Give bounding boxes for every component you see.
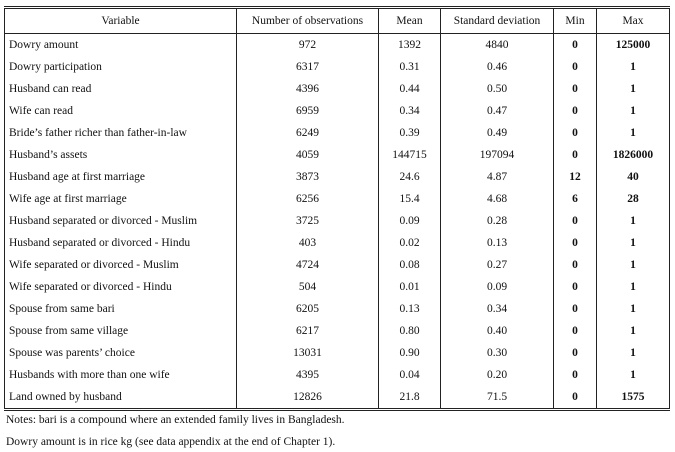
table-row bbox=[5, 298, 670, 320]
cell-min: 0 bbox=[554, 78, 597, 100]
cell-mean: 0.34 bbox=[379, 100, 441, 122]
cell-min: 0 bbox=[554, 210, 597, 232]
cell-variable: Husbands with more than one wife bbox=[5, 364, 237, 386]
cell-standard-deviation: 71.5 bbox=[441, 386, 554, 410]
table-header bbox=[5, 8, 670, 34]
cell-max: 1 bbox=[597, 254, 670, 276]
cell-mean: 0.31 bbox=[379, 56, 441, 78]
table-row bbox=[5, 342, 670, 364]
cell-mean: 0.08 bbox=[379, 254, 441, 276]
cell-observations: 6249 bbox=[237, 122, 379, 144]
cell-observations: 403 bbox=[237, 232, 379, 254]
table-row bbox=[5, 254, 670, 276]
cell-standard-deviation: 0.13 bbox=[441, 232, 554, 254]
header-max: Max bbox=[597, 8, 670, 34]
cell-observations: 4396 bbox=[237, 78, 379, 100]
cell-mean: 0.09 bbox=[379, 210, 441, 232]
cell-observations: 4724 bbox=[237, 254, 379, 276]
cell-mean: 0.39 bbox=[379, 122, 441, 144]
cell-max: 1 bbox=[597, 298, 670, 320]
table-row bbox=[5, 386, 670, 410]
cell-variable: Husband age at first marriage bbox=[5, 166, 237, 188]
table-note-dowry-units: Dowry amount is in rice kg (see data appendix at the end of Chapter 1). bbox=[6, 436, 336, 448]
cell-standard-deviation: 197094 bbox=[441, 144, 554, 166]
cell-min: 0 bbox=[554, 122, 597, 144]
cell-max: 1 bbox=[597, 364, 670, 386]
cell-standard-deviation: 0.20 bbox=[441, 364, 554, 386]
table-row bbox=[5, 144, 670, 166]
cell-mean: 0.02 bbox=[379, 232, 441, 254]
header-variable: Variable bbox=[5, 8, 237, 34]
cell-standard-deviation: 0.09 bbox=[441, 276, 554, 298]
table-note-bari: Notes: bari is a compound where an extended family lives in Bangladesh. bbox=[6, 414, 345, 426]
cell-mean: 0.01 bbox=[379, 276, 441, 298]
cell-max: 1 bbox=[597, 56, 670, 78]
header-mean: Mean bbox=[379, 8, 441, 34]
cell-variable: Dowry amount bbox=[5, 34, 237, 57]
cell-mean: 24.6 bbox=[379, 166, 441, 188]
cell-standard-deviation: 0.34 bbox=[441, 298, 554, 320]
table-row bbox=[5, 320, 670, 342]
cell-observations: 6317 bbox=[237, 56, 379, 78]
table-row bbox=[5, 188, 670, 210]
cell-mean: 21.8 bbox=[379, 386, 441, 410]
cell-standard-deviation: 4840 bbox=[441, 34, 554, 57]
cell-min: 0 bbox=[554, 342, 597, 364]
summary-statistics-table bbox=[4, 6, 670, 411]
cell-observations: 4059 bbox=[237, 144, 379, 166]
table-row bbox=[5, 34, 670, 57]
cell-min: 0 bbox=[554, 232, 597, 254]
cell-variable: Spouse from same village bbox=[5, 320, 237, 342]
header-row bbox=[5, 8, 670, 34]
cell-mean: 1392 bbox=[379, 34, 441, 57]
table-row bbox=[5, 166, 670, 188]
cell-min: 0 bbox=[554, 144, 597, 166]
cell-min: 0 bbox=[554, 100, 597, 122]
cell-observations: 4395 bbox=[237, 364, 379, 386]
cell-mean: 0.04 bbox=[379, 364, 441, 386]
cell-max: 1 bbox=[597, 210, 670, 232]
cell-min: 6 bbox=[554, 188, 597, 210]
cell-variable: Bride’s father richer than father-in-law bbox=[5, 122, 237, 144]
cell-standard-deviation: 0.30 bbox=[441, 342, 554, 364]
cell-variable: Land owned by husband bbox=[5, 386, 237, 410]
cell-standard-deviation: 0.47 bbox=[441, 100, 554, 122]
cell-max: 1 bbox=[597, 232, 670, 254]
cell-standard-deviation: 4.87 bbox=[441, 166, 554, 188]
cell-observations: 504 bbox=[237, 276, 379, 298]
header-min: Min bbox=[554, 8, 597, 34]
cell-variable: Spouse from same bari bbox=[5, 298, 237, 320]
table-body bbox=[5, 34, 670, 410]
cell-mean: 0.44 bbox=[379, 78, 441, 100]
cell-observations: 12826 bbox=[237, 386, 379, 410]
table-row bbox=[5, 364, 670, 386]
cell-max: 1 bbox=[597, 100, 670, 122]
cell-variable: Wife age at first marriage bbox=[5, 188, 237, 210]
cell-observations: 6256 bbox=[237, 188, 379, 210]
cell-observations: 3725 bbox=[237, 210, 379, 232]
cell-variable: Spouse was parents’ choice bbox=[5, 342, 237, 364]
table-row bbox=[5, 56, 670, 78]
cell-observations: 13031 bbox=[237, 342, 379, 364]
cell-observations: 3873 bbox=[237, 166, 379, 188]
cell-variable: Husband’s assets bbox=[5, 144, 237, 166]
cell-variable: Husband can read bbox=[5, 78, 237, 100]
cell-max: 125000 bbox=[597, 34, 670, 57]
cell-standard-deviation: 0.28 bbox=[441, 210, 554, 232]
cell-variable: Wife can read bbox=[5, 100, 237, 122]
cell-min: 0 bbox=[554, 276, 597, 298]
cell-mean: 15.4 bbox=[379, 188, 441, 210]
cell-observations: 972 bbox=[237, 34, 379, 57]
header-observations: Number of observations bbox=[237, 8, 379, 34]
cell-min: 0 bbox=[554, 298, 597, 320]
cell-standard-deviation: 0.40 bbox=[441, 320, 554, 342]
cell-variable: Wife separated or divorced - Hindu bbox=[5, 276, 237, 298]
cell-variable: Husband separated or divorced - Hindu bbox=[5, 232, 237, 254]
cell-observations: 6959 bbox=[237, 100, 379, 122]
cell-standard-deviation: 4.68 bbox=[441, 188, 554, 210]
cell-mean: 0.90 bbox=[379, 342, 441, 364]
table-row bbox=[5, 276, 670, 298]
cell-min: 12 bbox=[554, 166, 597, 188]
cell-max: 28 bbox=[597, 188, 670, 210]
cell-standard-deviation: 0.49 bbox=[441, 122, 554, 144]
table-row bbox=[5, 232, 670, 254]
cell-standard-deviation: 0.50 bbox=[441, 78, 554, 100]
cell-mean: 0.13 bbox=[379, 298, 441, 320]
cell-max: 1 bbox=[597, 342, 670, 364]
cell-max: 1 bbox=[597, 276, 670, 298]
table-row bbox=[5, 78, 670, 100]
cell-max: 1575 bbox=[597, 386, 670, 410]
cell-min: 0 bbox=[554, 364, 597, 386]
header-standard-deviation: Standard deviation bbox=[441, 8, 554, 34]
cell-min: 0 bbox=[554, 386, 597, 410]
cell-standard-deviation: 0.27 bbox=[441, 254, 554, 276]
cell-min: 0 bbox=[554, 56, 597, 78]
table-row bbox=[5, 122, 670, 144]
cell-mean: 0.80 bbox=[379, 320, 441, 342]
cell-max: 1826000 bbox=[597, 144, 670, 166]
cell-min: 0 bbox=[554, 254, 597, 276]
cell-max: 40 bbox=[597, 166, 670, 188]
cell-min: 0 bbox=[554, 34, 597, 57]
cell-variable: Husband separated or divorced - Muslim bbox=[5, 210, 237, 232]
cell-max: 1 bbox=[597, 78, 670, 100]
cell-standard-deviation: 0.46 bbox=[441, 56, 554, 78]
cell-variable: Wife separated or divorced - Muslim bbox=[5, 254, 237, 276]
cell-min: 0 bbox=[554, 320, 597, 342]
cell-max: 1 bbox=[597, 320, 670, 342]
table-row bbox=[5, 100, 670, 122]
cell-max: 1 bbox=[597, 122, 670, 144]
cell-observations: 6205 bbox=[237, 298, 379, 320]
cell-variable: Dowry participation bbox=[5, 56, 237, 78]
cell-observations: 6217 bbox=[237, 320, 379, 342]
table-row bbox=[5, 210, 670, 232]
cell-mean: 144715 bbox=[379, 144, 441, 166]
